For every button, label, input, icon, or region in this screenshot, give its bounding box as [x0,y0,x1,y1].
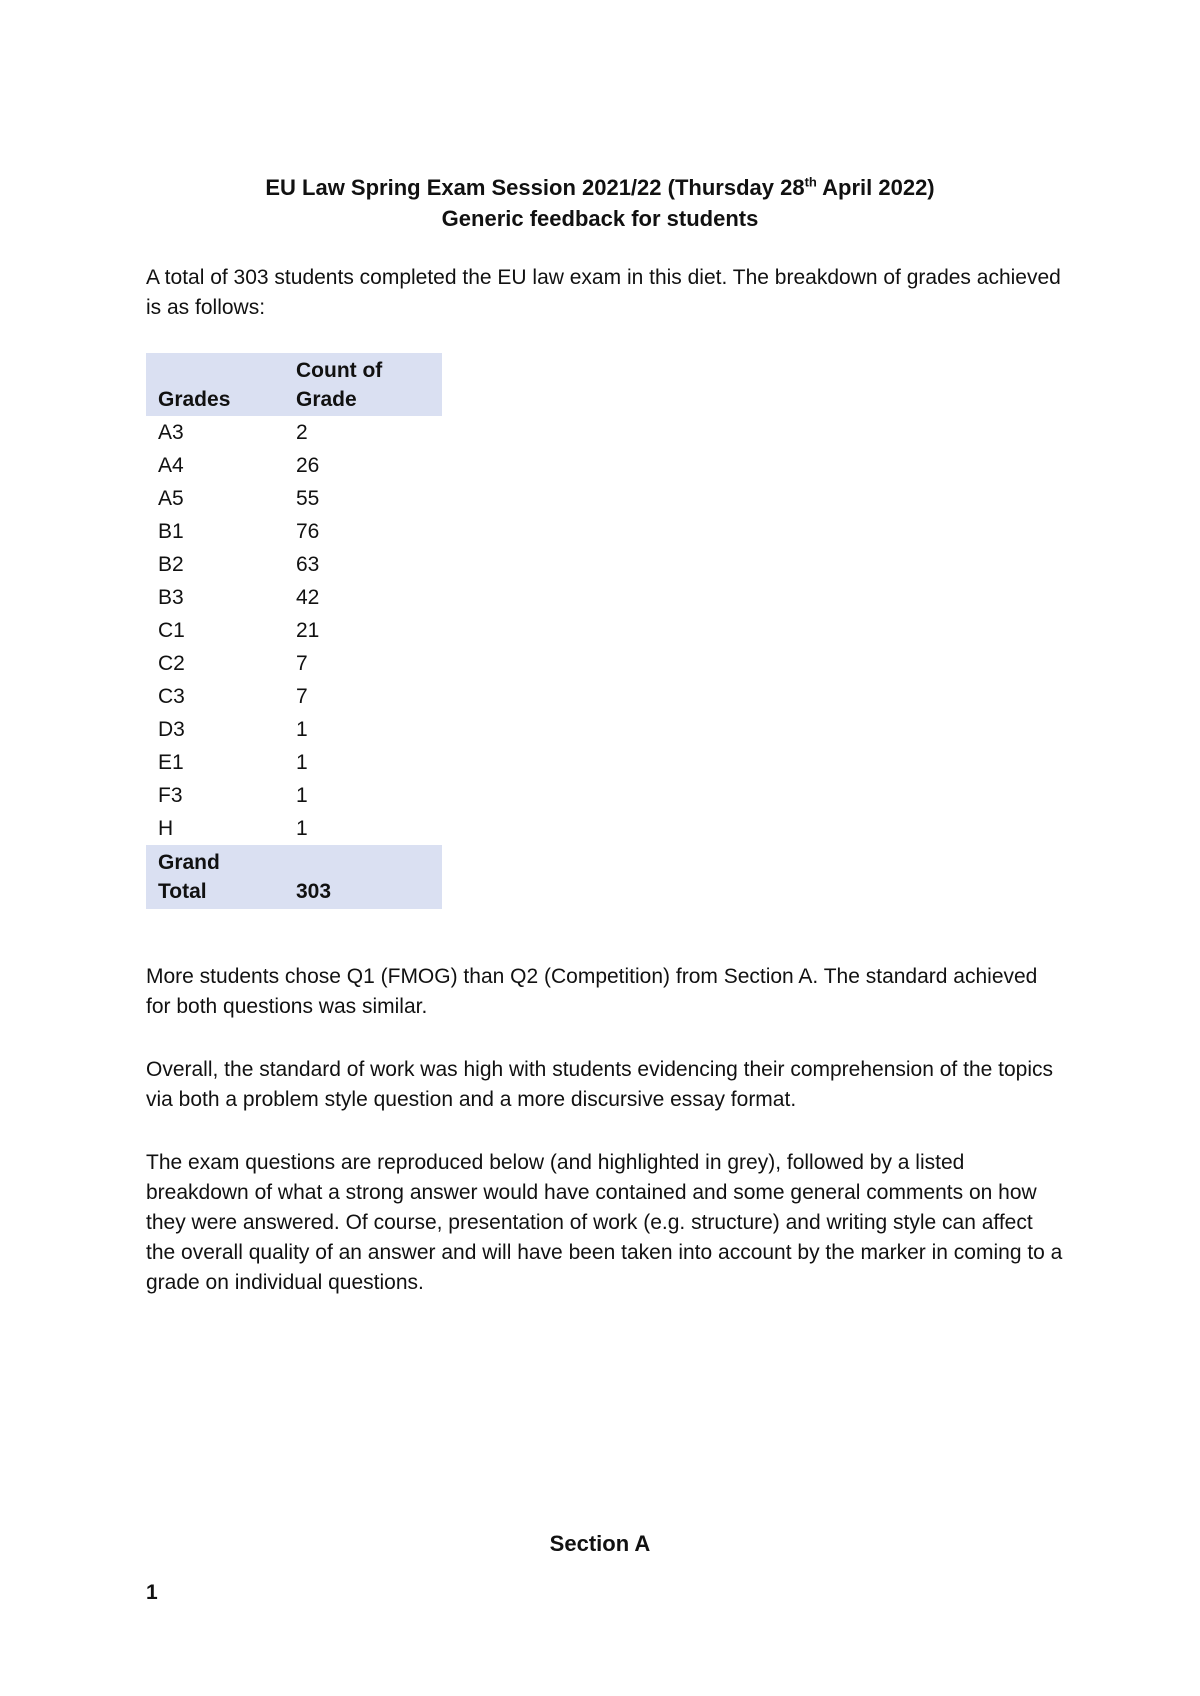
table-row [146,581,442,614]
table-row [146,779,442,812]
grade-cell: H [158,817,174,840]
header-grades: Grades [158,388,231,411]
grand-total-label: Grand Total [158,851,220,903]
table-row [146,515,442,548]
overall-standard-paragraph: Overall, the standard of work was high with students evidencing their comprehension of the topics via both a problem style question and a more discursive essay format. [146,1058,1053,1111]
table-row [146,416,442,449]
count-cell: 7 [296,652,308,675]
page-number: 1 [146,1581,158,1604]
grade-cell: B3 [158,586,184,609]
count-cell: 42 [296,586,320,609]
count-cell: 1 [296,718,308,741]
grade-cell: A5 [158,487,184,510]
intro-paragraph: A total of 303 students completed the EU law exam in this diet. The breakdown of grades achieved is as follows: [146,266,1061,319]
grade-cell: C1 [158,619,185,642]
document-title [0,172,1200,234]
table-row [146,548,442,581]
table-row [146,449,442,482]
table-row [146,812,442,845]
table-row [146,746,442,779]
grade-cell: E1 [158,751,184,774]
count-cell: 7 [296,685,308,708]
grade-cell: B2 [158,553,184,576]
grades-table [146,353,442,909]
table-header-row [146,353,442,416]
count-cell: 21 [296,619,320,642]
grade-cell: A4 [158,454,184,477]
grade-cell: D3 [158,718,185,741]
count-cell: 63 [296,553,320,576]
grade-cell: C2 [158,652,185,675]
title-text: EU Law Spring Exam Session 2021/22 (Thursday 28 [265,175,805,200]
title-line-2: Generic feedback for students [441,206,759,231]
table-row [146,482,442,515]
table-body [146,416,442,845]
grand-total-row [146,845,442,909]
section-heading: Section A [549,1531,651,1556]
table-row [146,713,442,746]
grade-cell: B1 [158,520,184,543]
header-count: Count of Grade [296,359,383,411]
table-row [146,680,442,713]
grade-cell: F3 [158,784,183,807]
count-cell: 1 [296,817,308,840]
question-choice-paragraph: More students chose Q1 (FMOG) than Q2 (Competition) from Section A. The standard achieved for both questions was similar. [146,965,1038,1018]
count-cell: 26 [296,454,320,477]
count-cell: 76 [296,520,320,543]
title-text-end: April 2022) [816,175,935,200]
table-row [146,647,442,680]
title-line-1 [0,172,1200,203]
grand-total-value: 303 [296,880,332,903]
count-cell: 1 [296,784,308,807]
title-superscript: th [804,174,817,190]
count-cell: 55 [296,487,320,510]
exam-questions-paragraph: The exam questions are reproduced below (and highlighted in grey), followed by a listed breakdown of what a strong answer would have contained and some general comments on how they were answered. Of course, presentation of work (e.g. structure) and writing style can affect the overall quality of an answer and will have been taken into account by the marker in coming to a grade on individual questions. [146,1151,1063,1294]
grade-cell: C3 [158,685,185,708]
count-cell: 2 [296,421,308,444]
grade-cell: A3 [158,421,184,444]
table-row [146,614,442,647]
count-cell: 1 [296,751,308,774]
